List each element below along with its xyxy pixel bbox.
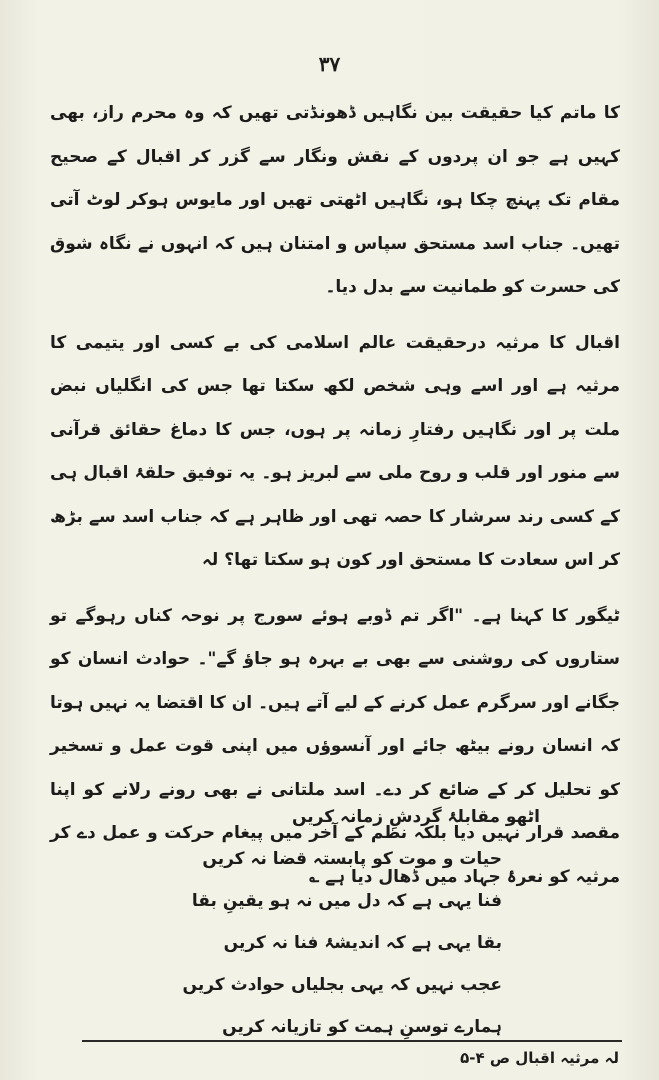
verse-line-2: حیات و موت کو پابستہ قضا نہ کریں [202,849,502,869]
verse-line-4: بقا یہی ہے کہ اندیشۂ فنا نہ کریں [223,933,502,953]
page-number: ۳۷ [318,52,341,76]
verse-block [120,796,540,1048]
paragraph-3: ٹیگور کا کہنا ہے۔ "اگر تم ڈوبے ہوئے سورج پر نوحہ کناں رہوگے تو ستاروں کی روشنی سے بھی بے بہرہ ہو جاؤ گے"۔ حوادث انسان کو جگانے اور سرگرم عمل کرنے کے لیے آتے ہیں۔ ان کا اقتضا یہ نہیں ہوتا کہ انسان رونے بیٹھ جائے اور آنسوؤں میں اپنی قوت عمل و تسخیر کو تحلیل کر کے ضائع کر دے۔ اسد ملتانی نے بھی رونے رلانے کو اپنا مقصد قرار نہیں دیا بلکہ نظم کے آخر میں پیغام حرکت و عمل دے کر مرثیہ کو نعرۂ جہاد میں ڈھال دیا ہے ؎ [50,605,620,887]
paragraph-1: کا ماتم کیا حقیقت بین نگاہیں ڈھونڈتی تھیں کہ وہ محرم راز، بھی کہیں ہے جو ان پردوں کے نقش ونگار سے گزر کر اقبال کے صحیح مقام تک پہنچ چکا ہو، نگاہیں اٹھتی تھیں اور مایوس ہوکر لوٹ آتی تھیں۔ جناب اسد مستحق سپاس و امتنان ہیں کہ انہوں نے نگاہ شوق کی حسرت کو طمانیت سے بدل دیا۔ [50,103,620,297]
body-text [50,92,620,899]
footnote-divider [82,1040,622,1042]
verse-line-3: فنا یہی ہے کہ دل میں نہ ہو یقینِ بقا [191,891,502,911]
verse-line-6: ہمارے توسنِ ہمت کو تازیانہ کریں [222,1017,502,1037]
verse-line-1: اٹھو مقابلۂ گردشِ زمانہ کریں [291,807,540,827]
verse-line-5: عجب نہیں کہ یہی بجلیاں حوادث کریں [182,975,502,995]
footnote: لہ مرثیہ اقبال ص ۴-۵ [460,1049,619,1067]
paragraph-2: اقبال کا مرثیہ درحقیقت عالم اسلامی کی بے کسی اور یتیمی کا مرثیہ ہے اور اسے وہی شخص لکھ سکتا تھا جس کی انگلیاں نبض ملت پر اور نگاہیں رفتارِ زمانہ پر ہوں، جس کا دماغ حقائق قرآنی سے منور اور قلب و روح ملی سے لبریز ہو۔ یہ توفیق حلقۂ اقبال ہی کے کسی رند سرشار کا حصہ تھی اور ظاہر ہے کہ جناب اسد سے بڑھ کر اس سعادت کا مستحق اور کون ہو سکتا تھا؟ لہ [50,332,620,570]
